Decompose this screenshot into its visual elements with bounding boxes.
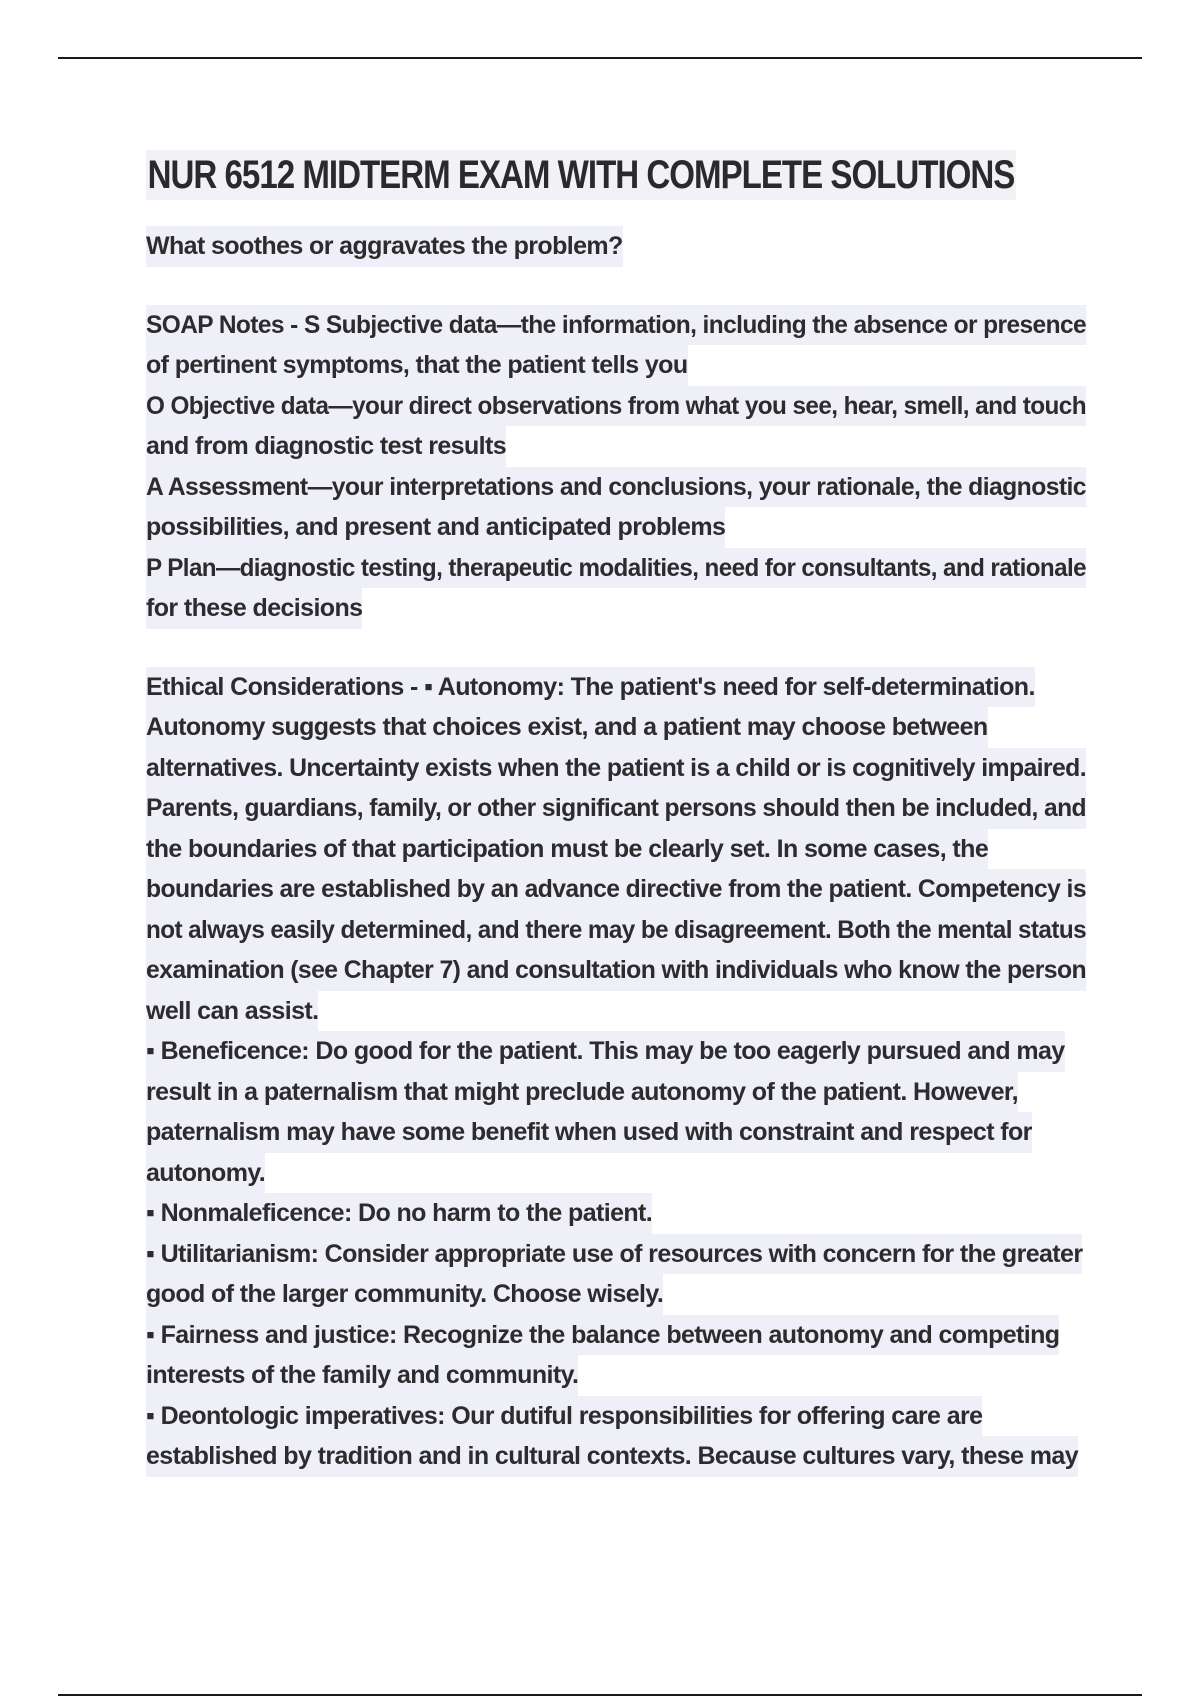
ethics-line: alternatives. Uncertainty exists when the patient is a child or is cognitively impaired. — [146, 748, 1086, 789]
footer-rule — [58, 1694, 1142, 1696]
fairness-justice-line: ▪ Fairness and justice: Recognize the balance between autonomy and competing — [146, 1315, 1059, 1356]
ethics-line: the boundaries of that participation must be clearly set. In some cases, the — [146, 829, 988, 870]
ethics-line: well can assist. — [146, 991, 318, 1032]
ethics-line: boundaries are established by an advance directive from the patient. Competency is — [146, 869, 1086, 910]
deontologic-line: ▪ Deontologic imperatives: Our dutiful responsibilities for offering care are — [146, 1396, 982, 1437]
soap-line: P Plan—diagnostic testing, therapeutic modalities, need for consultants, and rationale — [146, 548, 1086, 589]
beneficence-line: ▪ Beneficence: Do good for the patient. This may be too eagerly pursued and may — [146, 1031, 1065, 1072]
ethics-line: result in a paternalism that might preclude autonomy of the patient. However, — [146, 1072, 1018, 1113]
ethics-line: autonomy. — [146, 1153, 265, 1194]
soap-line: A Assessment—your interpretations and conclusions, your rationale, the diagnostic — [146, 467, 1086, 508]
ethics-line: interests of the family and community. — [146, 1355, 578, 1396]
soap-line: and from diagnostic test results — [146, 426, 506, 467]
question-paragraph — [146, 226, 1086, 267]
soap-line: for these decisions — [146, 588, 362, 629]
utilitarianism-line: ▪ Utilitarianism: Consider appropriate use of resources with concern for the greater — [146, 1234, 1082, 1275]
ethical-considerations-paragraph — [146, 667, 1086, 1477]
soap-line: SOAP Notes - S Subjective data—the information, including the absence or presence — [146, 305, 1086, 346]
ethics-line: Autonomy suggests that choices exist, and a patient may choose between — [146, 707, 988, 748]
soap-line: of pertinent symptoms, that the patient tells you — [146, 345, 688, 386]
soap-notes-paragraph — [146, 305, 1086, 629]
ethics-line: established by tradition and in cultural contexts. Because cultures vary, these may — [146, 1436, 1078, 1477]
ethics-line: Ethical Considerations - ▪ Autonomy: The patient's need for self-determination. — [146, 667, 1035, 708]
title-text: NUR 6512 MIDTERM EXAM WITH COMPLETE SOLUTIONS — [146, 150, 1016, 200]
question-text: What soothes or aggravates the problem? — [146, 226, 623, 267]
document-body — [146, 150, 1086, 1477]
ethics-line: not always easily determined, and there may be disagreement. Both the mental status — [146, 910, 1086, 951]
document-title — [146, 150, 1086, 226]
nonmaleficence-line: ▪ Nonmaleficence: Do no harm to the patient. — [146, 1193, 652, 1234]
ethics-line: good of the larger community. Choose wisely. — [146, 1274, 663, 1315]
ethics-line: paternalism may have some benefit when used with constraint and respect for — [146, 1112, 1032, 1153]
header-rule — [58, 57, 1142, 59]
soap-line: O Objective data—your direct observations from what you see, hear, smell, and touch — [146, 386, 1086, 427]
ethics-line: Parents, guardians, family, or other significant persons should then be included, and — [146, 788, 1086, 829]
ethics-line: examination (see Chapter 7) and consultation with individuals who know the person — [146, 950, 1086, 991]
soap-line: possibilities, and present and anticipated problems — [146, 507, 725, 548]
